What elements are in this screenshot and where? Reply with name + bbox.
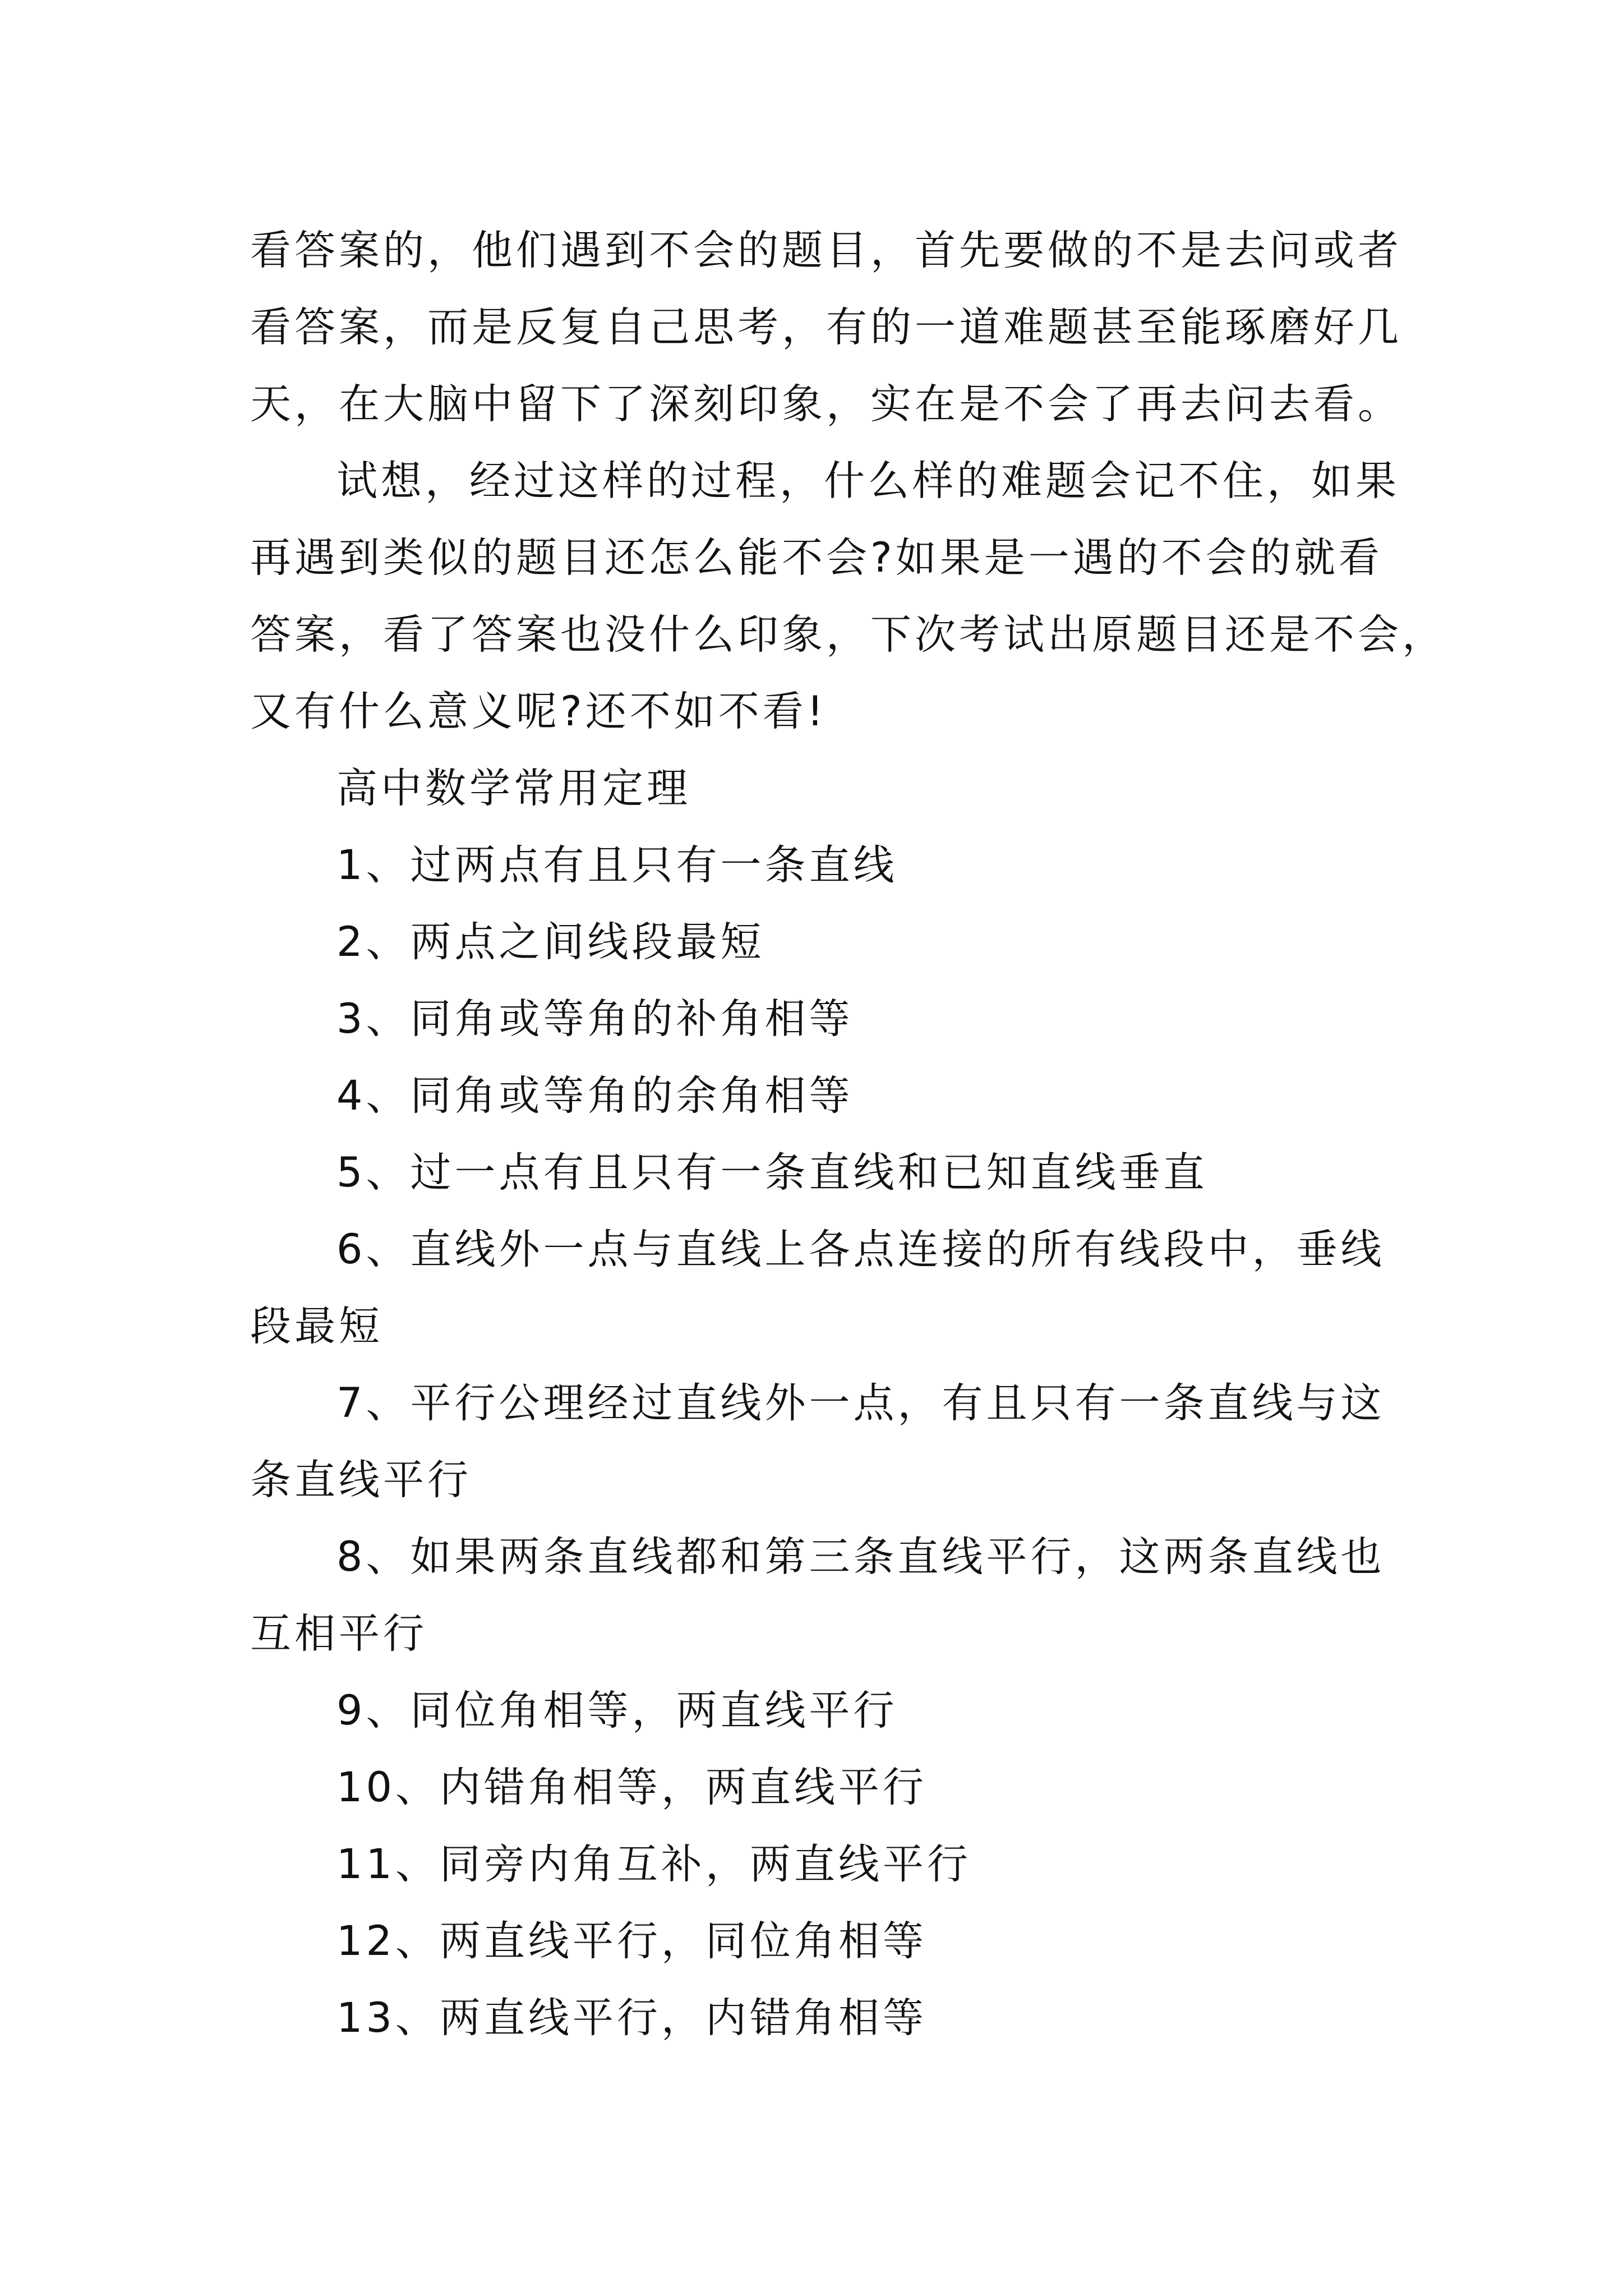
theorem-item: 12、两直线平行，同位角相等 [336,1917,927,1965]
theorem-item: 11、同旁内角互补，两直线平行 [336,1841,971,1888]
theorem-item-continuation: 互相平行 [250,1610,427,1658]
theorem-item: 5、过一点有且只有一条直线和已知直线垂直 [336,1149,1208,1197]
reflection-line: 试想，经过这样的过程，什么样的难题会记不住，如果 [336,457,1400,505]
theorem-item: 9、同位角相等，两直线平行 [336,1687,898,1734]
intro-line: 看答案的，他们遇到不会的题目，首先要做的不是去问或者 [250,227,1402,274]
theorem-item: 6、直线外一点与直线上各点连接的所有线段中，垂线 [336,1226,1385,1273]
theorem-item: 2、两点之间线段最短 [336,918,765,966]
reflection-line: 又有什么意义呢?还不如不看! [250,688,827,735]
theorem-item: 10、内错角相等，两直线平行 [336,1764,927,1811]
theorem-item-continuation: 段最短 [250,1303,383,1350]
intro-line: 看答案，而是反复自己思考，有的一道难题甚至能琢磨好几 [250,303,1402,351]
theorem-item-continuation: 条直线平行 [250,1456,472,1504]
section-title: 高中数学常用定理 [336,765,691,812]
theorem-item: 3、同角或等角的补角相等 [336,995,854,1043]
theorem-item: 13、两直线平行，内错角相等 [336,1994,927,2042]
reflection-line: 再遇到类似的题目还怎么能不会?如果是一遇的不会的就看 [250,534,1383,582]
theorem-item: 7、平行公理经过直线外一点，有且只有一条直线与这 [336,1379,1385,1427]
intro-line: 天，在大脑中留下了深刻印象，实在是不会了再去问去看。 [250,380,1402,428]
theorem-item: 4、同角或等角的余角相等 [336,1072,854,1120]
reflection-line: 答案，看了答案也没什么印象，下次考试出原题目还是不会， [250,611,1446,659]
theorem-item: 8、如果两条直线都和第三条直线平行，这两条直线也 [336,1533,1385,1581]
theorem-item: 1、过两点有且只有一条直线 [336,841,898,889]
